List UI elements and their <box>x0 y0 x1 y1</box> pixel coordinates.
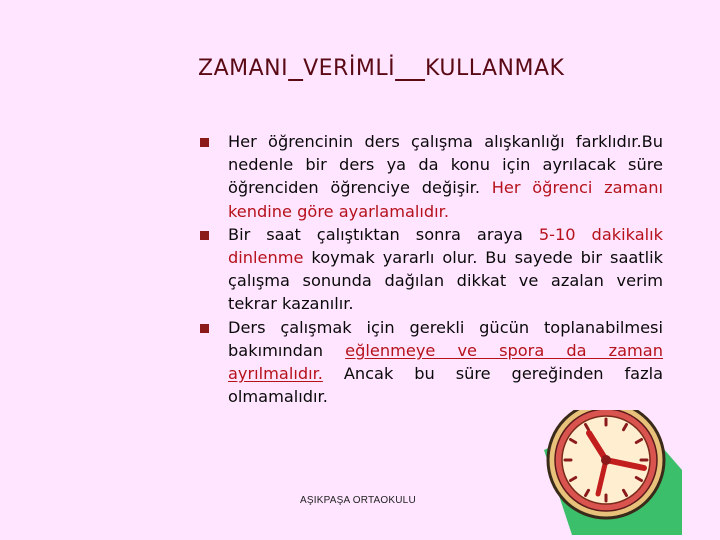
slide-title <box>198 56 618 81</box>
bullet-item <box>195 130 663 223</box>
title-word-3: KULLANMAK <box>425 56 565 81</box>
bullet-item <box>195 316 663 409</box>
square-bullet-icon <box>200 324 209 333</box>
footer-school-name: AŞIKPAŞA ORTAOKULU <box>300 495 416 506</box>
bullet-text: Ders çalışmak için gerekli gücün toplanabilmesi bakımından <box>228 317 663 360</box>
bullet-highlight-text: eğlenmeye ve spora da zaman ayrılmalıdır. <box>228 340 663 384</box>
bullet-text: Bir saat çalıştıktan sonra araya <box>228 224 539 244</box>
clock-center-pin <box>601 455 611 465</box>
bullet-text: Ancak bu süre gereğinden fazla olmamalıdır. <box>228 364 663 407</box>
square-bullet-icon <box>200 138 209 147</box>
bullet-highlight-text: 5-10 dakikalık dinlenme <box>228 224 664 268</box>
bullet-text: koymak yararlı olur. Bu sayede bir saatlik çalışma sonunda dağılan dikkat ve azalan verim tekrar kazanılır. <box>228 248 663 314</box>
clock-illustration <box>532 410 682 535</box>
title-word-2: VERİMLİ <box>303 56 396 81</box>
square-bullet-icon <box>200 231 209 240</box>
title-word-1: ZAMANI <box>198 56 289 81</box>
bullet-text: Her öğrencinin ders çalışma alışkanlığı farklıdır.Bu nedenle bir ders ya da konu için ayrılacak süre öğrenciden öğrenciye değişir. <box>228 132 663 198</box>
bullet-item <box>195 223 663 316</box>
bullet-list <box>195 130 663 408</box>
wall-clock-icon <box>532 410 682 535</box>
bullet-highlight-text: Her öğrenci zamanı kendine göre ayarlamalıdır. <box>228 178 663 221</box>
